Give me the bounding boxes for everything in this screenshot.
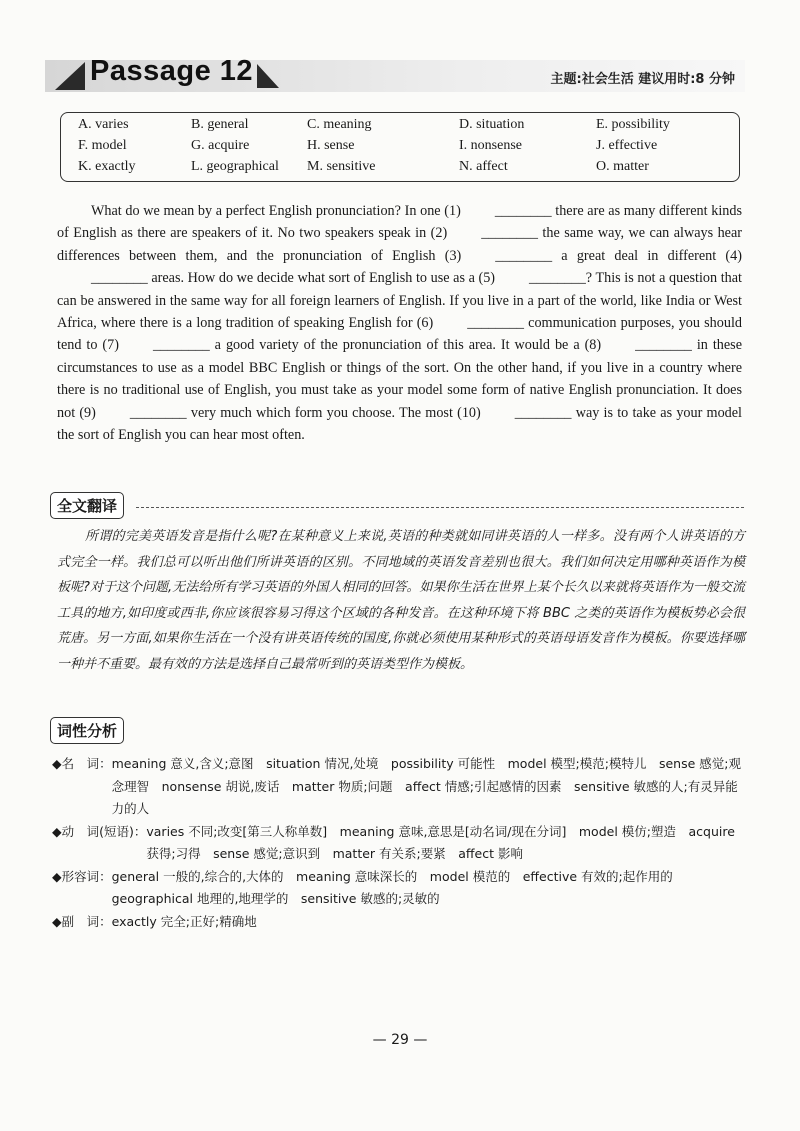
pos-label: ◆名 词： [52,756,112,771]
pos-entry-noun [52,753,747,821]
pos-body: meaning 意义,含义;意图 situation 情况,处境 possibility 可能性 model 模型;模范;模特儿 sense 感觉;观念理智 nonsense 胡说,废话 matter 物质;问题 affect 情感;引起感情的因素 sensitive 敏感的人;有灵异能力的人 [111,756,741,816]
pos-entry-adjective [52,866,747,911]
passage-text: a great deal in different (4) [552,247,742,264]
option-item: I. nonsense [459,138,522,153]
option-item: B. general [191,117,249,132]
pos-label: ◆形容词： [52,868,112,884]
option-item: E. possibility [596,117,670,132]
option-item: M. sensitive [307,159,376,174]
passage-text: communication purposes, you should tend to (7) [57,315,742,354]
passage-text: What do we mean by a perfect English pronunciation? In one (1) [91,203,461,219]
blank-3: ________ [495,247,553,264]
passage-text: there are as many different kinds of English as there are speakers of it. No two speakers speak in (2) [57,203,742,242]
option-item: C. meaning [307,117,372,132]
pos-entry-adverb [52,911,747,934]
translation-heading: 全文翻译 [50,492,124,519]
triangle-left-icon [55,62,85,90]
translation-body [57,524,745,677]
passage-text: way is to take as your model the sort of English you can hear most often. [57,404,742,444]
option-item: N. affect [459,159,508,174]
option-item: F. model [78,138,127,153]
option-item: J. effective [596,138,658,153]
pos-label: ◆动 词(短语)： [52,823,147,839]
passage-title: Passage 12 [90,55,254,87]
pos-body: varies 不同;改变[第三人称单数] meaning 意味,意思是[动名词/现在分词] model 模仿;塑造 acquire 获得;习得 sense 感觉;意识到 matter 有关系;要紧 affect 影响 [146,823,735,861]
passage-body [57,200,742,446]
passage-text: areas. How do we decide what sort of English to use as a (5) [147,270,496,287]
passage-text: ? This is not a question that can be answered in the same way for all foreign learners of English. If you live in a part of the world, like India or West Africa, where there is a long tradition of speaking English for (6) [57,270,742,332]
option-item: O. matter [596,159,649,174]
blank-2: ________ [481,225,538,242]
passage-text: the same way, we can always hear differences between them, and the pronunciation of English (3) [57,225,742,264]
option-item: H. sense [307,138,355,153]
triangle-right-icon [257,64,279,88]
passage-text: very much which form you choose. The most (10) [186,404,481,421]
option-item: A. varies [78,117,129,132]
option-item: L. geographical [191,159,279,174]
pos-body: exactly 完全;正好;精确地 [111,913,257,929]
pos-label: ◆副 词： [52,913,112,929]
pos-analysis-list [52,753,747,933]
blank-4: ________ [91,270,148,287]
option-item: G. acquire [191,138,250,153]
topic-label: 主题:社会生活 建议用时:8 分钟 [550,72,735,87]
pos-body: general 一般的,综合的,大体的 meaning 意味深长的 model 模范的 effective 有效的;起作用的 geographical 地理的,地理学的 sensitive 敏感的;灵敏的 [111,868,686,906]
blank-5: ________ [529,270,586,287]
translation-text: 所谓的完美英语发音是指什么呢?在某种意义上来说,英语的种类就如同讲英语的人一样多。没有两个人讲英语的方式完全一样。我们总可以听出他们所讲英语的区别。不同地域的英语发音差别也很大。我们如何决定用哪种英语作为模板呢?对于这个问题,无法给所有学习英语的外国人相同的回答。如果你生活在世界上某个长久以来就将英语作为一般交流工具的地方,如印度或西非,你应该很容易习得这个区域的各种发音。在这种环境下将 BBC 之类的英语作为模板势必会很荒唐。另一方面,如果你生活在一个没有讲英语传统的国度,你就必须使用某种形式的英语母语发音作为模板。你要选择哪一种并不重要。最有效的方法是选择自己最常听到的英语类型作为模板。 [57,529,745,672]
word-bank [60,112,740,182]
divider [136,507,744,508]
passage-text: in these circumstances to use as a model BBC English or things of the sort. On the other hand, if you live in a country where there is no traditional use of English, you must take as your model some form of native English pronunciation. It does not (9) [57,337,742,421]
blank-9: ________ [129,404,187,421]
blank-6: ________ [467,315,524,332]
blank-8: ________ [635,337,692,354]
passage-paragraph [57,200,742,446]
blank-10: ________ [514,404,572,421]
blank-1: ________ [494,203,552,219]
option-item: D. situation [459,117,525,132]
option-item: K. exactly [78,159,136,174]
pos-entry-verb [52,821,747,866]
pos-analysis-heading: 词性分析 [50,717,124,744]
blank-7: ________ [152,337,210,354]
page-number: — 29 — [372,1032,428,1048]
passage-header [45,52,745,92]
passage-text: a good variety of the pronunciation of this area. It would be a (8) [209,337,602,354]
